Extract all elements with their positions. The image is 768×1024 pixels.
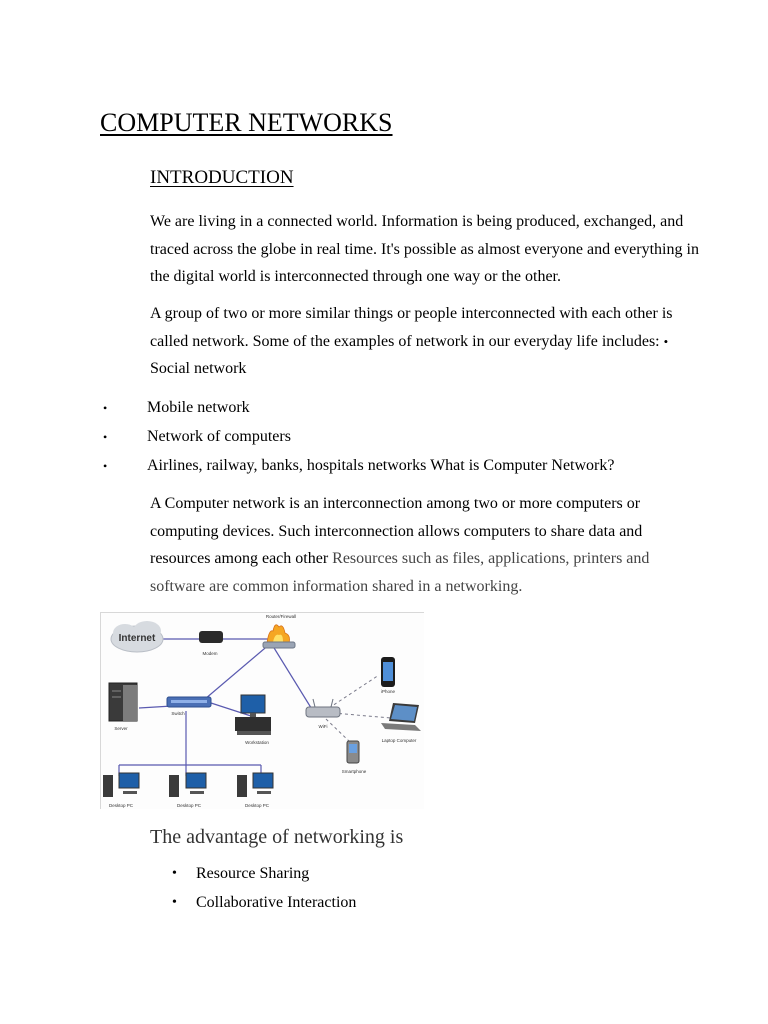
wifi-label: WiFi: [318, 724, 328, 729]
iphone-label: iPhone: [380, 689, 396, 694]
smartphone-label: Smartphone: [341, 769, 367, 774]
modem-label: Modem: [202, 651, 218, 656]
intro-paragraph: We are living in a connected world. Information is being produced, exchanged, and traced across the globe in real time. It's possible as almost everyone and everything in the digital world is interconnected through one way or the other.: [150, 213, 699, 285]
router-label: Router/Firewall: [265, 614, 297, 619]
desktop-pc-icon: [103, 773, 139, 808]
modem-icon: [199, 631, 223, 656]
laptop-icon: [381, 703, 421, 743]
desktop-pc-icon: [169, 773, 206, 808]
switch-icon: [167, 697, 211, 716]
desktop-pc-icon: [237, 773, 273, 808]
network-definition-paragraph: [150, 300, 690, 383]
router-firewall-icon: [263, 614, 296, 648]
internet-cloud-icon: [111, 621, 163, 652]
bullet-icon: •: [103, 401, 108, 415]
desktop-label: Desktop PC: [244, 803, 270, 808]
desktop-label: Desktop PC: [108, 803, 134, 808]
advantages-heading: The advantage of networking is: [150, 826, 404, 848]
computer-network-text: A Computer network is an interconnection among two or more computers or computing devices. Such interconnection allows computers to share data and resources among each other: [150, 495, 643, 567]
bullet-icon: •: [103, 459, 108, 473]
computer-network-paragraph: [150, 490, 670, 600]
server-label: Server: [114, 726, 128, 731]
link-wifi-laptop: [333, 713, 391, 718]
wifi-router-icon: [306, 699, 340, 729]
list-item-text: Collaborative Interaction: [196, 894, 357, 911]
bullet-icon: •: [172, 866, 177, 881]
bullet-icon: •: [103, 430, 108, 444]
network-diagram-svg: [101, 613, 424, 809]
bullet-icon: •: [172, 895, 177, 910]
list-item-text: Airlines, railway, banks, hospitals networks What is Computer Network?: [147, 457, 615, 474]
workstation-icon: [235, 695, 271, 745]
switch-label: Switch: [171, 711, 185, 716]
wired-links: [119, 639, 313, 776]
list-item-text: Mobile network: [147, 399, 250, 416]
desktop-label: Desktop PC: [176, 803, 202, 808]
social-network-item: Social network: [150, 360, 247, 377]
document-title: COMPUTER NETWORKS: [100, 108, 393, 137]
network-diagram: [100, 612, 424, 809]
network-definition-text: A group of two or more similar things or people interconnected with each other is called network. Some of the examples of network in our everyday life includes:: [150, 305, 673, 350]
link-router-wifi: [271, 643, 313, 711]
server-icon: [109, 683, 137, 731]
inline-bullet: •: [663, 333, 669, 349]
laptop-label: Laptop Computer: [381, 738, 417, 743]
internet-label: Internet: [118, 633, 156, 644]
resources-note-text: Resources such as files, applications, printers and software are common information shared in a networking.: [150, 550, 650, 595]
list-item-text: Resource Sharing: [196, 865, 310, 882]
workstation-label: Workstation: [245, 740, 269, 745]
smartphone-icon: [342, 741, 367, 774]
list-item-text: Network of computers: [147, 428, 291, 445]
iphone-icon: [381, 657, 396, 694]
link-wifi-iphone: [329, 675, 379, 708]
section-heading-introduction: INTRODUCTION: [150, 167, 294, 188]
link-wifi-smartphone: [326, 719, 351, 743]
